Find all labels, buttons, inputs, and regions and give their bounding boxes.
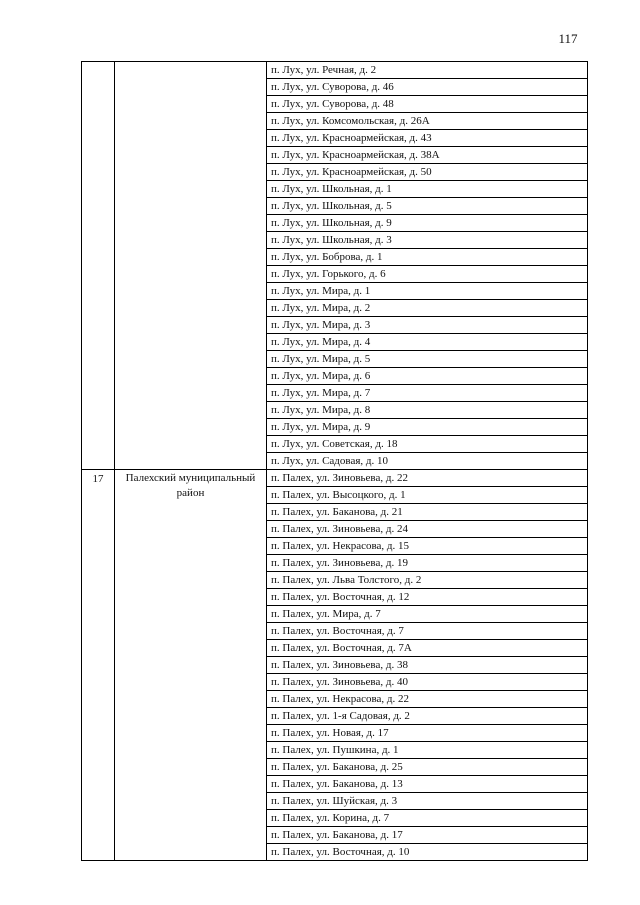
address-cell: п. Палех, ул. Некрасова, д. 22 (267, 691, 588, 708)
address-cell: п. Лух, ул. Садовая, д. 10 (267, 453, 588, 470)
address-cell: п. Палех, ул. Корина, д. 7 (267, 810, 588, 827)
address-cell: п. Лух, ул. Мира, д. 9 (267, 419, 588, 436)
address-cell: п. Лух, ул. Школьная, д. 5 (267, 198, 588, 215)
address-cell: п. Палех, ул. Новая, д. 17 (267, 725, 588, 742)
district-cell (115, 62, 267, 470)
address-cell: п. Палех, ул. Льва Толстого, д. 2 (267, 572, 588, 589)
address-cell: п. Лух, ул. Школьная, д. 3 (267, 232, 588, 249)
address-cell: п. Палех, ул. Баканова, д. 21 (267, 504, 588, 521)
address-cell: п. Лух, ул. Мира, д. 8 (267, 402, 588, 419)
address-cell: п. Лух, ул. Мира, д. 4 (267, 334, 588, 351)
table-row (82, 62, 588, 79)
address-cell: п. Лух, ул. Красноармейская, д. 50 (267, 164, 588, 181)
address-cell: п. Лух, ул. Суворова, д. 48 (267, 96, 588, 113)
address-cell: п. Палех, ул. Шуйская, д. 3 (267, 793, 588, 810)
address-cell: п. Палех, ул. Высоцкого, д. 1 (267, 487, 588, 504)
address-cell: п. Лух, ул. Мира, д. 1 (267, 283, 588, 300)
row-number-cell (82, 62, 115, 470)
address-cell: п. Лух, ул. Мира, д. 3 (267, 317, 588, 334)
address-cell: п. Палех, ул. Зиновьева, д. 22 (267, 470, 588, 487)
address-cell: п. Палех, ул. Восточная, д. 12 (267, 589, 588, 606)
address-cell: п. Палех, ул. 1-я Садовая, д. 2 (267, 708, 588, 725)
address-cell: п. Лух, ул. Советская, д. 18 (267, 436, 588, 453)
row-number-cell: 17 (82, 470, 115, 861)
address-cell: п. Палех, ул. Некрасова, д. 15 (267, 538, 588, 555)
table-row (82, 470, 588, 487)
address-cell: п. Палех, ул. Восточная, д. 7 (267, 623, 588, 640)
address-cell: п. Лух, ул. Мира, д. 5 (267, 351, 588, 368)
address-cell: п. Палех, ул. Зиновьева, д. 40 (267, 674, 588, 691)
address-cell: п. Палех, ул. Баканова, д. 13 (267, 776, 588, 793)
address-table-body (82, 62, 588, 861)
address-cell: п. Палех, ул. Зиновьева, д. 38 (267, 657, 588, 674)
address-table (81, 61, 588, 861)
address-cell: п. Палех, ул. Зиновьева, д. 24 (267, 521, 588, 538)
address-cell: п. Лух, ул. Школьная, д. 1 (267, 181, 588, 198)
address-cell: п. Лух, ул. Суворова, д. 46 (267, 79, 588, 96)
address-cell: п. Лух, ул. Красноармейская, д. 38А (267, 147, 588, 164)
address-cell: п. Лух, ул. Горького, д. 6 (267, 266, 588, 283)
address-cell: п. Палех, ул. Баканова, д. 17 (267, 827, 588, 844)
address-cell: п. Лух, ул. Красноармейская, д. 43 (267, 130, 588, 147)
address-cell: п. Лух, ул. Мира, д. 7 (267, 385, 588, 402)
address-cell: п. Палех, ул. Восточная, д. 7А (267, 640, 588, 657)
page-number: 117 (558, 31, 578, 46)
address-cell: п. Палех, ул. Зиновьева, д. 19 (267, 555, 588, 572)
address-cell: п. Лух, ул. Мира, д. 2 (267, 300, 588, 317)
address-cell: п. Лух, ул. Мира, д. 6 (267, 368, 588, 385)
district-cell: Палехский муниципальный район (115, 470, 267, 861)
address-cell: п. Лух, ул. Комсомольская, д. 26А (267, 113, 588, 130)
address-cell: п. Палех, ул. Баканова, д. 25 (267, 759, 588, 776)
address-cell: п. Палех, ул. Пушкина, д. 1 (267, 742, 588, 759)
address-cell: п. Лух, ул. Речная, д. 2 (267, 62, 588, 79)
address-cell: п. Лух, ул. Школьная, д. 9 (267, 215, 588, 232)
address-cell: п. Палех, ул. Мира, д. 7 (267, 606, 588, 623)
address-cell: п. Лух, ул. Боброва, д. 1 (267, 249, 588, 266)
address-cell: п. Палех, ул. Восточная, д. 10 (267, 844, 588, 861)
